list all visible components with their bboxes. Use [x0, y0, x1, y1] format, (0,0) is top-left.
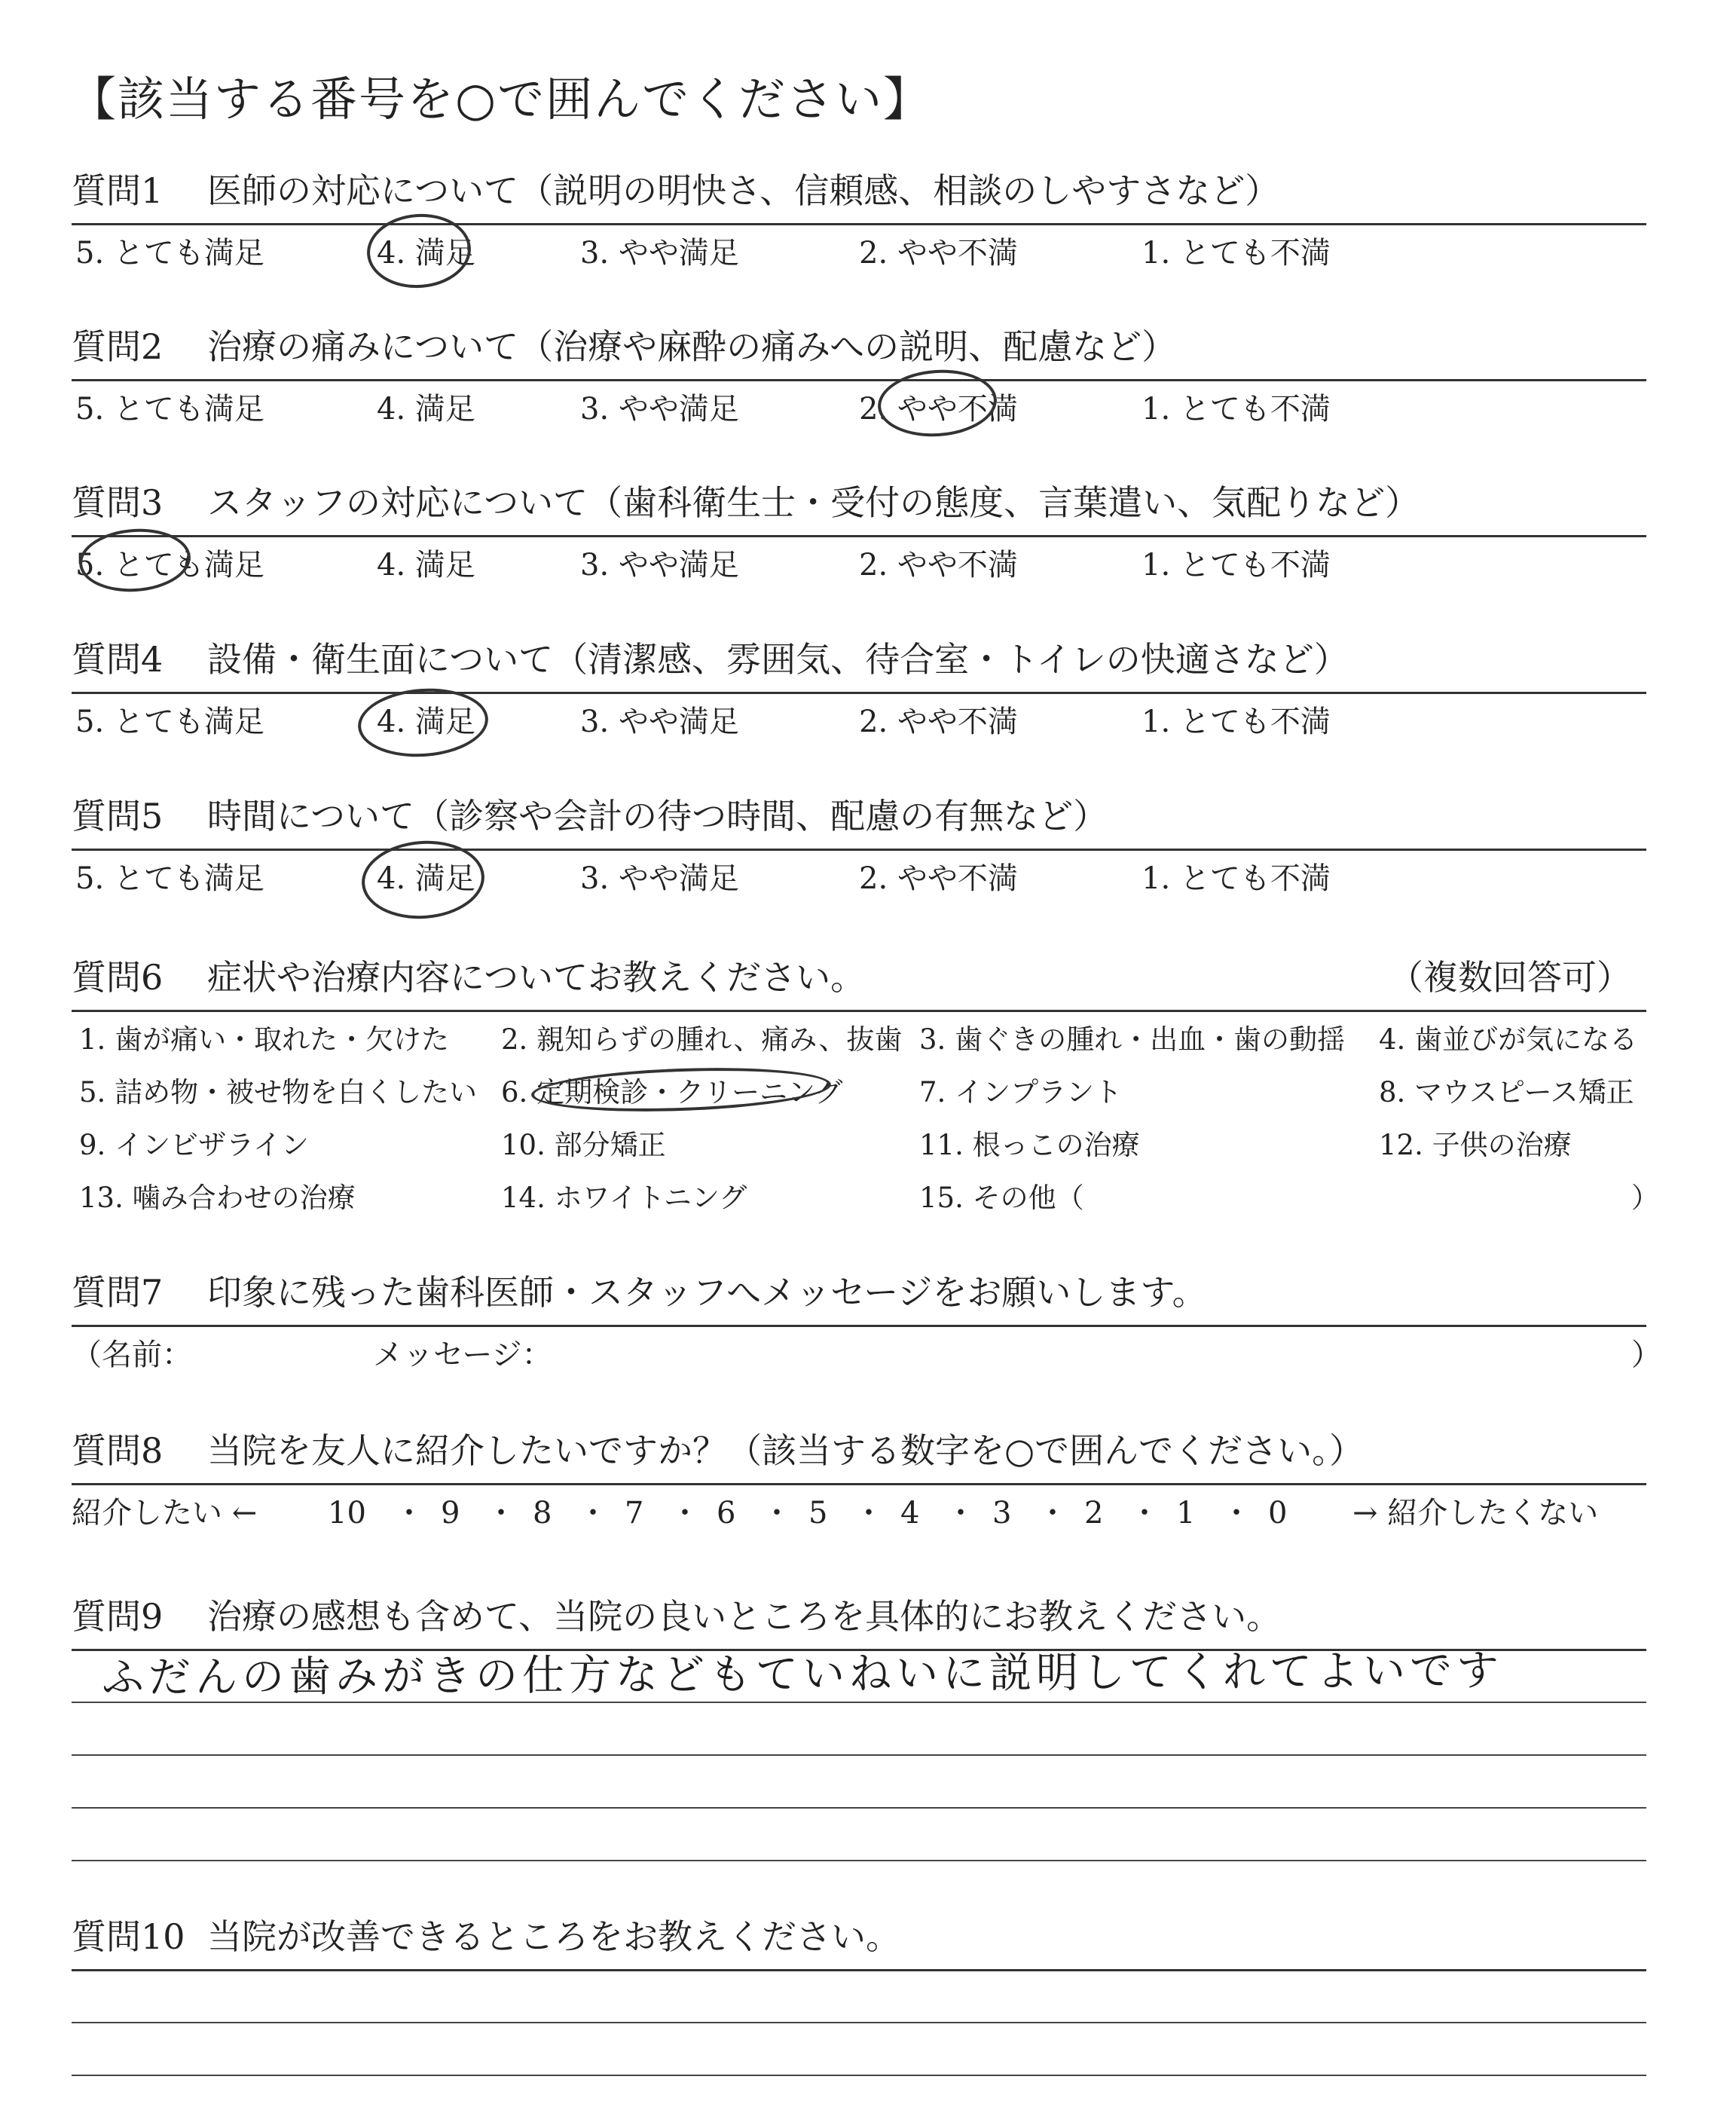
treatment-option[interactable]: 15. その他（	[919, 1182, 1084, 1214]
scale-number[interactable]: 3	[992, 1496, 1012, 1531]
option-4[interactable]: 4. 満足	[377, 548, 475, 583]
rating-options	[72, 543, 1654, 588]
option-4[interactable]: 4. 満足	[377, 705, 475, 739]
option-5[interactable]: 5. とても満足	[75, 705, 264, 739]
rating-options	[72, 231, 1654, 276]
scale-number[interactable]: 7	[625, 1496, 644, 1531]
option-3[interactable]: 3. やや満足	[580, 548, 739, 583]
answer-line	[72, 2075, 1646, 2076]
option-5[interactable]: 5. とても満足	[75, 861, 264, 896]
question-title: 質問4 設備・衛生面について（清潔感、雰囲気、待合室・トイレの快適さなど）	[72, 639, 1349, 680]
treatment-option[interactable]: 10. 部分矯正	[501, 1129, 666, 1161]
recommend-scale	[72, 1491, 1646, 1536]
treatment-option[interactable]: 5. 詰め物・被せ物を白くしたい	[79, 1076, 478, 1109]
question-9	[72, 1590, 1654, 1876]
question-title: 質問7 印象に残った歯科医師・スタッフへメッセージをお願いします。	[72, 1272, 1207, 1313]
handwritten-answer[interactable]: ふだんの歯みがきの仕方などもていねいに説明してくれてよいです	[101, 1646, 1504, 1703]
question-8	[72, 1424, 1654, 1545]
question-4	[72, 633, 1654, 754]
multiple-answer-note: （複数回答可）	[1389, 957, 1631, 998]
divider	[72, 379, 1646, 381]
question-title: 質問9 治療の感想も含めて、当院の良いところを具体的にお教えください。	[72, 1596, 1282, 1637]
treatment-option[interactable]: 4. 歯並びが気になる	[1379, 1023, 1638, 1056]
question-10	[72, 1910, 1654, 2099]
treatment-option[interactable]: 8. マウスピース矯正	[1379, 1076, 1634, 1109]
option-2[interactable]: 2. やや不満	[859, 392, 1018, 427]
treatment-option[interactable]: 13. 噛み合わせの治療	[79, 1182, 356, 1214]
divider	[72, 849, 1646, 851]
scale-number[interactable]: 8	[533, 1496, 552, 1531]
treatment-option[interactable]: 2. 親知らずの腫れ、痛み、抜歯	[501, 1023, 903, 1056]
name-label: （名前：	[72, 1338, 192, 1372]
question-7	[72, 1266, 1661, 1387]
option-5[interactable]: 5. とても満足	[75, 392, 264, 427]
treatment-option[interactable]: 14. ホワイトニング	[501, 1182, 747, 1214]
question-1	[72, 164, 1654, 285]
scale-number[interactable]: 6	[717, 1496, 736, 1531]
treatment-options	[72, 1017, 1659, 1236]
question-6	[72, 951, 1659, 1237]
scale-number[interactable]: 9	[441, 1496, 460, 1531]
option-2[interactable]: 2. やや不満	[859, 236, 1018, 271]
option-1[interactable]: 1. とても不満	[1142, 236, 1331, 271]
close-paren: ）	[1631, 1338, 1661, 1372]
scale-number[interactable]: 2	[1084, 1496, 1104, 1531]
scale-dot: ・	[486, 1496, 516, 1531]
treatment-option[interactable]: 9. インビザライン	[79, 1129, 309, 1161]
option-3[interactable]: 3. やや満足	[580, 392, 739, 427]
option-5[interactable]: 5. とても満足	[75, 236, 264, 271]
question-2	[72, 320, 1654, 441]
option-4[interactable]: 4. 満足	[377, 392, 475, 427]
scale-dot: ・	[578, 1496, 608, 1531]
rating-options	[72, 856, 1654, 901]
option-3[interactable]: 3. やや満足	[580, 705, 739, 739]
scale-dot: ・	[1038, 1496, 1068, 1531]
treatment-option[interactable]: 7. インプラント	[919, 1076, 1123, 1109]
divider	[72, 223, 1646, 225]
not-recommend-label: → 紹介したくない	[1352, 1496, 1599, 1531]
question-5	[72, 790, 1654, 910]
option-3[interactable]: 3. やや満足	[580, 236, 739, 271]
other-close-paren: ）	[1631, 1182, 1659, 1214]
scale-number[interactable]: 5	[808, 1496, 828, 1531]
rating-options	[72, 387, 1654, 432]
divider	[72, 1010, 1646, 1012]
option-1[interactable]: 1. とても不満	[1142, 392, 1331, 427]
treatment-option[interactable]: 1. 歯が痛い・取れた・欠けた	[79, 1023, 450, 1056]
scale-dot: ・	[1221, 1496, 1252, 1531]
treatment-option[interactable]: 11. 根っこの治療	[919, 1129, 1140, 1161]
answer-line	[72, 1807, 1646, 1809]
divider	[72, 535, 1646, 537]
question-3	[72, 476, 1654, 597]
option-1[interactable]: 1. とても不満	[1142, 705, 1331, 739]
message-label: メッセージ：	[373, 1338, 552, 1372]
divider	[72, 1969, 1646, 1971]
answer-line	[72, 1860, 1646, 1861]
question-title: 質問2 治療の痛みについて（治療や麻酔の痛みへの説明、配慮など）	[72, 326, 1177, 367]
option-2[interactable]: 2. やや不満	[859, 861, 1018, 896]
treatment-option[interactable]: 12. 子供の治療	[1379, 1129, 1572, 1161]
option-2[interactable]: 2. やや不満	[859, 705, 1018, 739]
divider	[72, 1325, 1646, 1327]
option-4[interactable]: 4. 満足	[377, 236, 475, 271]
scale-number[interactable]: 1	[1176, 1496, 1196, 1531]
scale-dot: ・	[762, 1496, 792, 1531]
scale-dot: ・	[1129, 1496, 1160, 1531]
scale-number[interactable]: 10	[328, 1496, 366, 1531]
option-1[interactable]: 1. とても不満	[1142, 861, 1331, 896]
option-3[interactable]: 3. やや満足	[580, 861, 739, 896]
recommend-label: 紹介したい ←	[72, 1496, 258, 1531]
divider	[72, 692, 1646, 694]
scale-dot: ・	[946, 1496, 976, 1531]
scale-number[interactable]: 4	[900, 1496, 920, 1531]
question-title: 質問3 スタッフの対応について（歯科衛生士・受付の態度、言葉遣い、気配りなど）	[72, 482, 1420, 523]
treatment-option[interactable]: 6. 定期検診・クリーニング	[501, 1076, 843, 1109]
answer-line	[72, 1702, 1646, 1703]
option-4[interactable]: 4. 満足	[377, 861, 475, 896]
question-title: 質問8 当院を友人に紹介したいですか？（該当する数字を○で囲んでください。）	[72, 1430, 1365, 1471]
scale-dot: ・	[854, 1496, 884, 1531]
rating-options	[72, 699, 1654, 745]
question-title: 質問5 時間について（診察や会計の待つ時間、配慮の有無など）	[72, 796, 1108, 836]
divider	[72, 1483, 1646, 1485]
option-1[interactable]: 1. とても不満	[1142, 548, 1331, 583]
question-title: 質問6 症状や治療内容についてお教えください。 （複数回答可）	[72, 951, 1654, 1004]
question-title: 質問1 医師の対応について（説明の明快さ、信頼感、相談のしやすさなど）	[72, 170, 1280, 211]
scale-dot: ・	[670, 1496, 700, 1531]
message-line[interactable]	[72, 1332, 1661, 1378]
question-title: 質問10 当院が改善できるところをお教えください。	[72, 1916, 900, 1957]
answer-line	[72, 2022, 1646, 2023]
option-5[interactable]: 5. とても満足	[75, 548, 264, 583]
treatment-option[interactable]: 3. 歯ぐきの腫れ・出血・歯の動揺	[919, 1023, 1346, 1056]
option-2[interactable]: 2. やや不満	[859, 548, 1018, 583]
form-header: 【該当する番号を○で囲んでください】	[69, 72, 932, 127]
scale-number[interactable]: 0	[1268, 1496, 1288, 1531]
scale-dot: ・	[394, 1496, 424, 1531]
answer-line	[72, 1754, 1646, 1756]
